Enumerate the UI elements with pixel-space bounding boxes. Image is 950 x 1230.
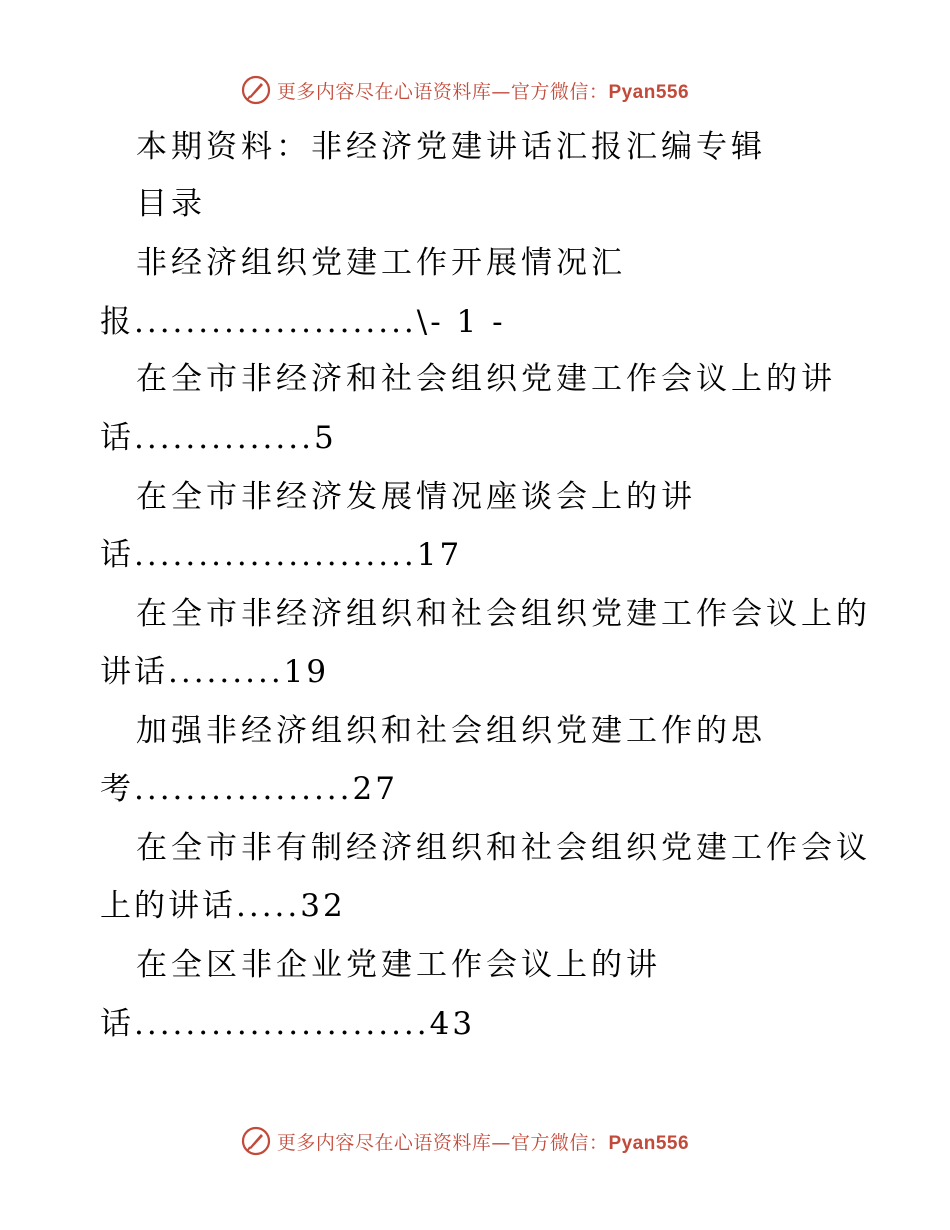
banner-wechat-id: Pyan556 — [608, 81, 690, 103]
banner-slogan: 更多内容尽在心语资料库—官方微信： — [276, 1131, 609, 1154]
toc-entry-page[interactable]: 话......................17 — [100, 537, 463, 573]
toc-entry-page[interactable]: 话.......................43 — [100, 1006, 476, 1042]
toc-entry-title[interactable]: 加强非经济组织和社会组织党建工作的思 — [136, 713, 766, 749]
toc-entry-page[interactable]: 话..............5 — [100, 420, 337, 456]
toc-entry-title[interactable]: 在全市非经济和社会组织党建工作会议上的讲 — [136, 361, 836, 397]
toc-entry-page[interactable]: 报......................\- 1 - — [100, 304, 506, 340]
banner-text — [277, 1128, 689, 1155]
toc-entry-title[interactable]: 在全市非有制经济组织和社会组织党建工作会议 — [136, 830, 871, 866]
toc-entry-title[interactable]: 非经济组织党建工作开展情况汇 — [136, 245, 626, 281]
banner-wechat-id: Pyan556 — [608, 1132, 690, 1154]
feather-pen-logo-icon — [241, 75, 271, 105]
toc-entry-title[interactable]: 在全市非经济发展情况座谈会上的讲 — [136, 479, 696, 515]
banner-slogan: 更多内容尽在心语资料库—官方微信： — [276, 80, 609, 103]
header-watermark-banner — [0, 70, 950, 110]
toc-entry-title[interactable]: 在全市非经济组织和社会组织党建工作会议上的 — [136, 596, 871, 632]
document-heading: 本期资料：非经济党建讲话汇报汇编专辑 — [136, 129, 766, 165]
toc-entry-page[interactable]: 考.................27 — [100, 771, 398, 807]
toc-entry-page[interactable]: 上的讲话.....32 — [100, 888, 346, 924]
feather-pen-logo-icon — [241, 1126, 271, 1156]
toc-entry-page[interactable]: 讲话.........19 — [100, 654, 330, 690]
toc-entry-title[interactable]: 在全区非企业党建工作会议上的讲 — [136, 947, 661, 983]
banner-text — [277, 77, 689, 104]
footer-watermark-banner — [0, 1121, 950, 1161]
toc-title: 目录 — [136, 186, 206, 222]
